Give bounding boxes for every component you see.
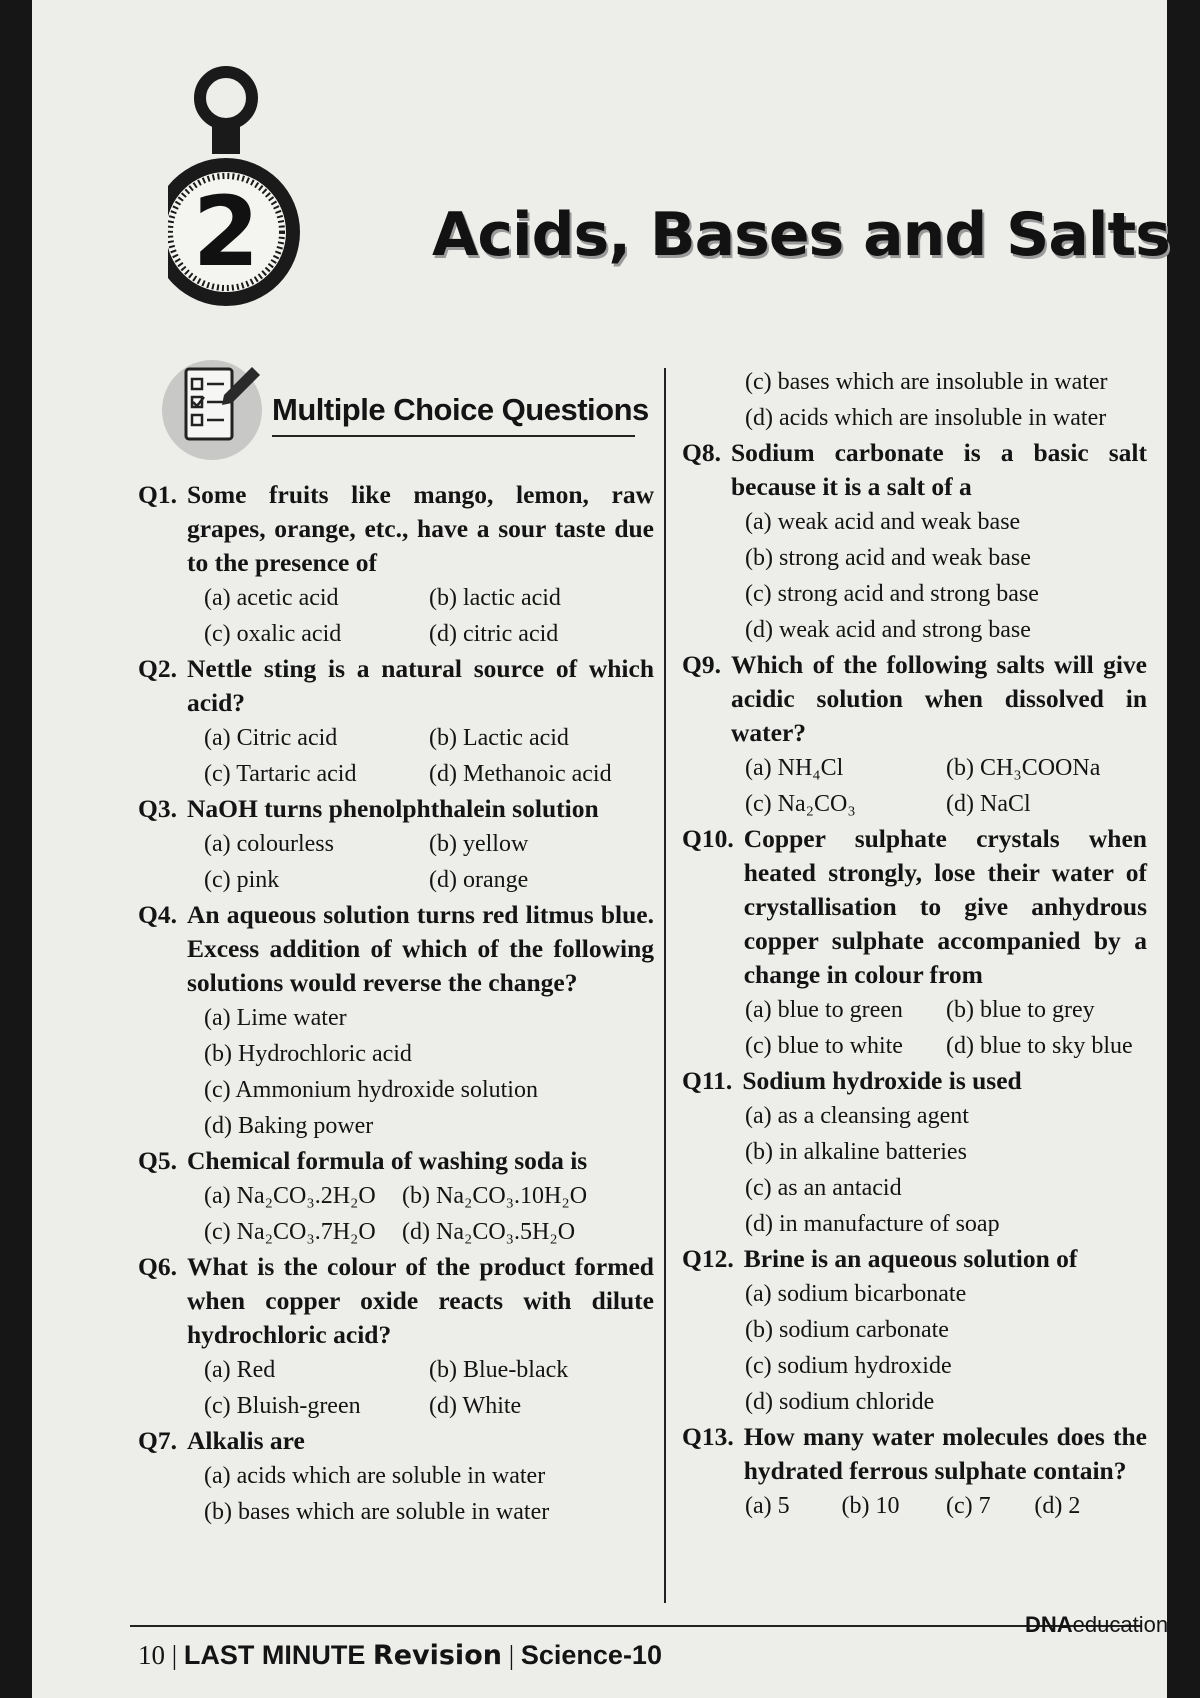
options bbox=[745, 992, 1147, 1064]
options bbox=[204, 1352, 654, 1424]
footer-separator: | bbox=[501, 1640, 521, 1670]
option: (c) oxalic acid bbox=[204, 621, 342, 647]
page-number: 10 | bbox=[138, 1640, 184, 1670]
question-q12 bbox=[682, 1242, 1147, 1276]
option: (a) Red bbox=[204, 1357, 276, 1383]
question-number: Q5. bbox=[138, 1146, 177, 1175]
subject-name: Science-10 bbox=[520, 1640, 662, 1670]
options-q7-continued bbox=[745, 364, 1147, 436]
question-number: Q3. bbox=[138, 794, 177, 823]
option: (b) Hydrochloric acid bbox=[204, 1041, 412, 1067]
column-divider bbox=[664, 368, 666, 1603]
question-number: Q11. bbox=[682, 1066, 733, 1095]
series-name-revision: Revision bbox=[372, 1640, 502, 1671]
question-number: Q2. bbox=[138, 654, 177, 683]
option: (b) Lactic acid bbox=[429, 725, 569, 751]
question-q4 bbox=[138, 898, 654, 1000]
options bbox=[745, 1488, 1147, 1524]
options bbox=[204, 1178, 654, 1250]
option: (b) lactic acid bbox=[429, 585, 561, 611]
question-number: Q1. bbox=[138, 480, 177, 509]
options bbox=[745, 1098, 1147, 1242]
question-q1 bbox=[138, 478, 654, 580]
chapter-title: Acids, Bases and Salts bbox=[432, 200, 1170, 270]
option: (d) Na₂CO₃.5H₂O bbox=[402, 1219, 576, 1245]
question-number: Q10. bbox=[682, 824, 734, 853]
question-number: Q8. bbox=[682, 438, 721, 467]
question-q7 bbox=[138, 1424, 654, 1458]
option: (b) in alkaline batteries bbox=[745, 1139, 967, 1165]
page-footer bbox=[138, 1640, 662, 1671]
question-q6 bbox=[138, 1250, 654, 1352]
options bbox=[745, 750, 1147, 822]
options bbox=[204, 826, 654, 898]
option: (a) 5 bbox=[745, 1493, 790, 1519]
question-number: Q12. bbox=[682, 1244, 734, 1273]
option: (a) Citric acid bbox=[204, 725, 338, 751]
option: (c) bases which are insoluble in water bbox=[745, 369, 1108, 395]
option: (d) White bbox=[429, 1393, 522, 1419]
option: (d) Baking power bbox=[204, 1113, 374, 1139]
question-text: NaOH turns phenolphthalein solution bbox=[186, 794, 599, 823]
question-text: Nettle sting is a natural source of which acid? bbox=[186, 654, 654, 717]
option: (a) weak acid and weak base bbox=[745, 509, 1021, 535]
option: (d) weak acid and strong base bbox=[745, 617, 1031, 643]
option: (a) blue to green bbox=[745, 997, 903, 1023]
question-number: Q7. bbox=[138, 1426, 177, 1455]
option: (b) 10 bbox=[841, 1493, 900, 1519]
option: (c) 7 bbox=[945, 1493, 991, 1519]
question-text: An aqueous solution turns red litmus blue. Excess addition of which of the following solutions would reverse the change? bbox=[186, 900, 654, 997]
question-q10 bbox=[682, 822, 1147, 992]
option: (d) sodium chloride bbox=[745, 1389, 935, 1415]
question-text: Chemical formula of washing soda is bbox=[186, 1146, 588, 1175]
option: (a) Na₂CO₃.2H₂O bbox=[204, 1183, 376, 1209]
question-number: Q6. bbox=[138, 1252, 177, 1281]
option: (a) sodium bicarbonate bbox=[745, 1281, 967, 1307]
series-name: LAST MINUTE bbox=[183, 1640, 373, 1670]
stopwatch-ring-icon bbox=[200, 72, 252, 124]
stopwatch-chapter-badge bbox=[168, 40, 346, 310]
options bbox=[745, 1276, 1147, 1420]
question-q9 bbox=[682, 648, 1147, 750]
question-number: Q4. bbox=[138, 900, 177, 929]
question-number: Q13. bbox=[682, 1422, 734, 1451]
question-text: Sodium hydroxide is used bbox=[742, 1066, 1022, 1095]
question-number: Q9. bbox=[682, 650, 721, 679]
option: (d) blue to sky blue bbox=[946, 1033, 1133, 1059]
option: (b) Blue-black bbox=[429, 1357, 569, 1383]
right-column bbox=[682, 364, 1147, 1524]
question-text: How many water molecules does the hydrated ferrous sulphate contain? bbox=[743, 1422, 1147, 1485]
option: (c) Bluish-green bbox=[204, 1393, 361, 1419]
option: (d) 2 bbox=[1034, 1493, 1081, 1519]
question-text: Some fruits like mango, lemon, raw grapes, orange, etc., have a sour taste due to the presence of bbox=[186, 480, 654, 577]
option: (a) acids which are soluble in water bbox=[204, 1463, 546, 1489]
option: (b) yellow bbox=[429, 831, 529, 857]
chapter-number: 2 bbox=[192, 176, 260, 288]
option: (c) Ammonium hydroxide solution bbox=[204, 1077, 538, 1103]
option: (c) Na₂CO₃.7H₂O bbox=[204, 1219, 376, 1245]
left-column bbox=[138, 478, 654, 1530]
option: (c) as an antacid bbox=[745, 1175, 902, 1201]
option: (b) sodium carbonate bbox=[745, 1317, 949, 1343]
option: (a) colourless bbox=[204, 831, 334, 857]
options bbox=[204, 1000, 654, 1144]
option: (c) Na₂CO₃ bbox=[745, 791, 856, 817]
footer-rule bbox=[130, 1625, 1142, 1627]
option: (d) orange bbox=[429, 867, 529, 893]
options bbox=[745, 504, 1147, 648]
option: (c) sodium hydroxide bbox=[745, 1353, 952, 1379]
options bbox=[204, 1458, 654, 1530]
option: (c) blue to white bbox=[745, 1033, 903, 1059]
option: (a) Lime water bbox=[204, 1005, 347, 1031]
question-text: Brine is an aqueous solution of bbox=[743, 1244, 1078, 1273]
question-q8 bbox=[682, 436, 1147, 504]
option: (d) in manufacture of soap bbox=[745, 1211, 1000, 1237]
option: (b) strong acid and weak base bbox=[745, 545, 1031, 571]
options bbox=[204, 720, 654, 792]
publisher-logo-bold: DNA bbox=[1025, 1612, 1073, 1637]
option: (d) acids which are insoluble in water bbox=[745, 405, 1107, 431]
question-q13 bbox=[682, 1420, 1147, 1488]
question-text: Alkalis are bbox=[186, 1426, 305, 1455]
publisher-logo bbox=[1025, 1612, 1168, 1638]
question-text: Sodium carbonate is a basic salt because it is a salt of a bbox=[730, 438, 1147, 501]
option: (b) bases which are soluble in water bbox=[204, 1499, 550, 1525]
question-q3 bbox=[138, 792, 654, 826]
checklist-icon bbox=[160, 355, 270, 465]
option: (b) CH₃COONa bbox=[946, 755, 1101, 781]
question-text: What is the colour of the product formed when copper oxide reacts with dilute hydrochloric acid? bbox=[186, 1252, 654, 1349]
question-text: Which of the following salts will give acidic solution when dissolved in water? bbox=[730, 650, 1147, 747]
option: (c) pink bbox=[204, 867, 280, 893]
options bbox=[204, 580, 654, 652]
section-heading-underline bbox=[272, 435, 635, 437]
option: (d) Methanoic acid bbox=[429, 761, 612, 787]
option: (b) blue to grey bbox=[946, 997, 1095, 1023]
publisher-logo-light: education bbox=[1072, 1612, 1169, 1637]
question-q11 bbox=[682, 1064, 1147, 1098]
option: (c) strong acid and strong base bbox=[745, 581, 1039, 607]
option: (d) citric acid bbox=[429, 621, 559, 647]
option: (d) NaCl bbox=[946, 791, 1031, 817]
option: (c) Tartaric acid bbox=[204, 761, 357, 787]
question-q5 bbox=[138, 1144, 654, 1178]
option: (a) as a cleansing agent bbox=[745, 1103, 969, 1129]
option: (b) Na₂CO₃.10H₂O bbox=[402, 1183, 588, 1209]
option: (a) acetic acid bbox=[204, 585, 339, 611]
option: (a) NH₄Cl bbox=[745, 755, 844, 781]
question-text: Copper sulphate crystals when heated strongly, lose their water of crystallisation to give anhydrous copper sulphate accompanied by a change in colour from bbox=[743, 824, 1147, 989]
section-heading: Multiple Choice Questions bbox=[272, 392, 649, 427]
question-q2 bbox=[138, 652, 654, 720]
